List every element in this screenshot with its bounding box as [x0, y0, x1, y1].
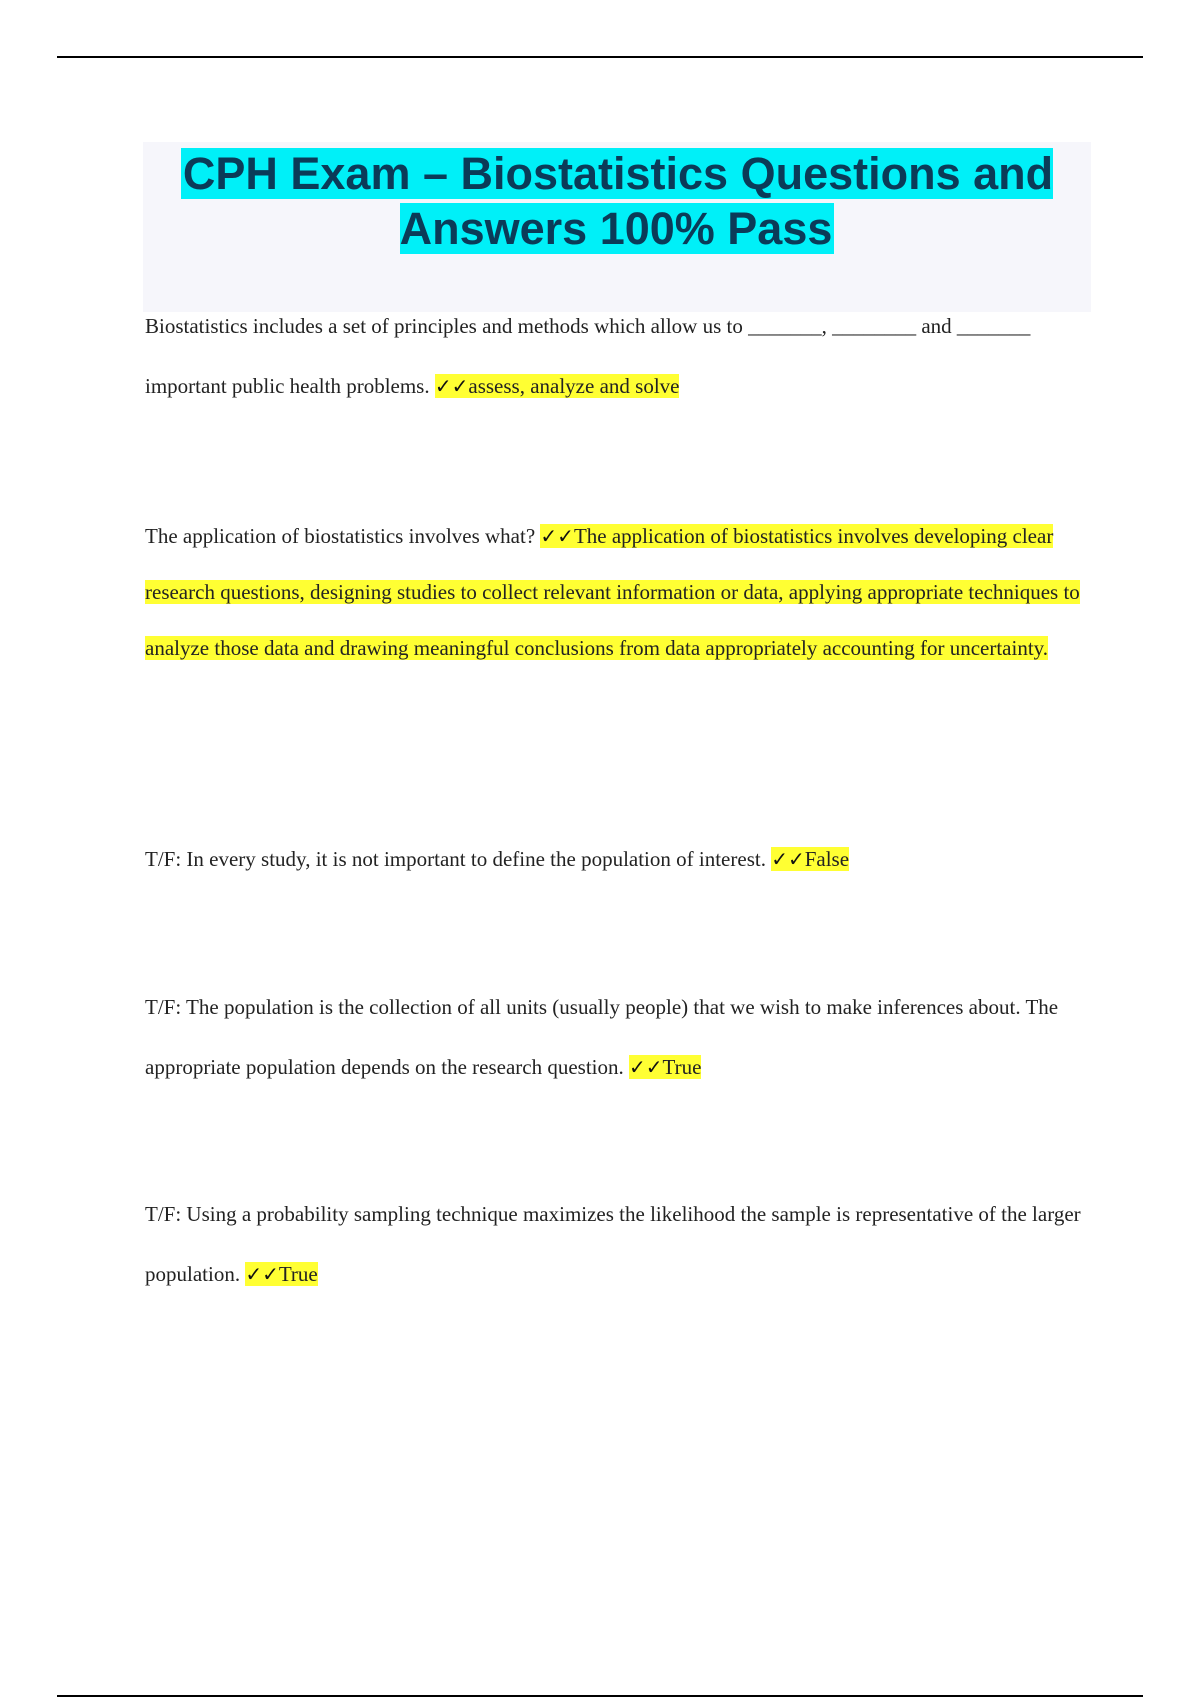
title-highlight: CPH Exam – Biostatistics Questions and Answers 100% Pass: [182, 148, 1054, 254]
document-title: [143, 146, 1091, 256]
check-icon: ✓✓: [629, 1055, 663, 1079]
question-text: T/F: In every study, it is not important to define the population of interest.: [145, 847, 772, 871]
answer-text: assess, analyze and solve: [468, 374, 680, 398]
check-icon: ✓✓: [540, 524, 574, 548]
qa-item: [145, 296, 1095, 416]
answer-text: False: [804, 847, 850, 871]
top-divider: [57, 56, 1143, 58]
qa-item: [145, 508, 1095, 676]
check-icon: ✓✓: [771, 847, 805, 871]
answer-text: The application of biostatistics involves developing clear research questions, designing studies to collect relevant information or data, applying appropriate techniques to analyze those data and drawing meaningful conclusions from data appropriately accounting for uncertainty.: [145, 524, 1080, 660]
bottom-divider: [57, 1695, 1143, 1697]
answer-text: True: [278, 1262, 318, 1286]
qa-item: [145, 829, 1095, 889]
question-text: Biostatistics includes a set of principles and methods which allow us to _______, ________ and _______ important public health problems.: [145, 314, 1031, 398]
qa-item: [145, 977, 1095, 1097]
qa-item: [145, 1184, 1095, 1304]
answer-highlight: [435, 374, 680, 398]
question-text: T/F: Using a probability sampling technique maximizes the likelihood the sample is representative of the larger population.: [145, 1202, 1081, 1286]
question-text: The application of biostatistics involves what?: [145, 524, 541, 548]
check-icon: ✓✓: [245, 1262, 279, 1286]
answer-text: True: [662, 1055, 702, 1079]
question-text: T/F: The population is the collection of all units (usually people) that we wish to make inferences about. The appropriate population depends on the research question.: [145, 995, 1059, 1079]
answer-highlight: [245, 1262, 317, 1286]
answer-highlight: [629, 1055, 701, 1079]
check-icon: ✓✓: [434, 374, 469, 398]
answer-highlight: [771, 847, 849, 871]
